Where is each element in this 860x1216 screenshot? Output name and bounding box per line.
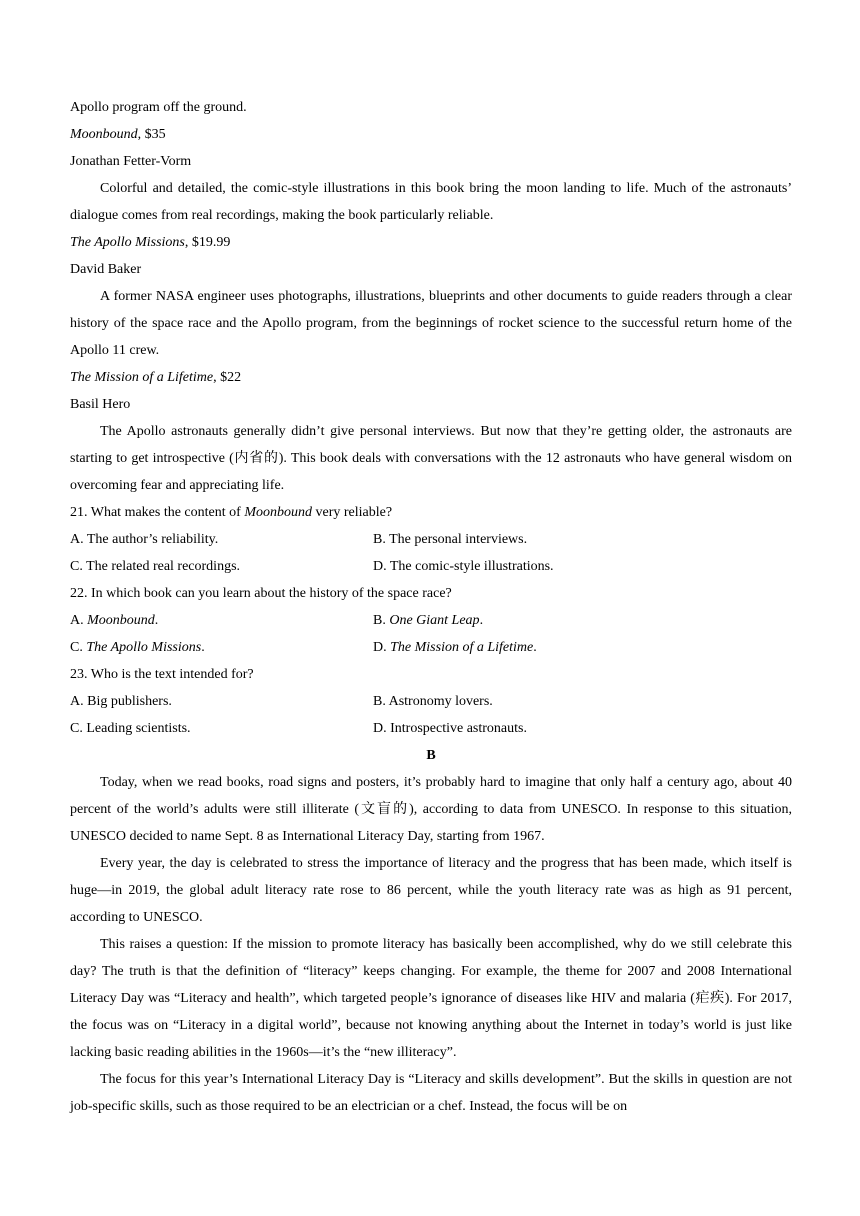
book-title: The Mission of a Lifetime: [70, 370, 214, 385]
opening-line: Apollo program off the ground.: [70, 100, 247, 115]
question-23: 23. Who is the text intended for?: [70, 667, 254, 682]
option-d: D. The Mission of a Lifetime.: [373, 640, 537, 655]
book-title: Moonbound: [70, 127, 138, 142]
options-row: [70, 526, 792, 553]
option-b: B. Astronomy lovers.: [373, 694, 493, 709]
book-title: The Apollo Missions: [70, 235, 185, 250]
document-page: [70, 94, 792, 1120]
book-title-line: [70, 229, 792, 256]
options-row: [70, 607, 792, 634]
book-title-line: [70, 121, 792, 148]
option-d: D. Introspective astronauts.: [373, 721, 527, 736]
option-c: C. The related real recordings.: [70, 559, 241, 574]
question-22: 22. In which book can you learn about the history of the space race?: [70, 586, 452, 601]
book-author: David Baker: [70, 262, 142, 277]
options-row: [70, 688, 792, 715]
passage-paragraph: The focus for this year’s International Literacy Day is “Literacy and skills development”. But the skills in question are not job-specific skills, such as those required to be an electrician or a chef. Instead, the focus will be on: [70, 1072, 792, 1114]
option-a: A. Moonbound.: [70, 613, 159, 628]
passage-paragraph: Every year, the day is celebrated to stress the importance of literacy and the progress that has been made, which itself is huge—in 2019, the global adult literacy rate rose to 86 percent, while the youth literacy rate was as high as 91 percent, according to UNESCO.: [70, 856, 792, 925]
option-a: A. The author’s reliability.: [70, 532, 219, 547]
option-a: A. Big publishers.: [70, 694, 172, 709]
options-row: [70, 553, 792, 580]
book-description: The Apollo astronauts generally didn’t give personal interviews. But now that they’re getting older, the astronauts are starting to get introspective (内省的). This book deals with conversations with the 12 astronauts who have general wisdom on overcoming fear and appreciating life.: [70, 424, 792, 493]
book-description: Colorful and detailed, the comic-style illustrations in this book bring the moon landing to life. Much of the astronauts’ dialogue comes from real recordings, making the book particularly reliable.: [70, 181, 792, 223]
question-21: 21. What makes the content of Moonbound very reliable?: [70, 505, 393, 520]
book-price: , $19.99: [184, 235, 231, 250]
option-c: C. Leading scientists.: [70, 721, 191, 736]
option-d: D. The comic-style illustrations.: [373, 559, 554, 574]
book-title-line: [70, 364, 792, 391]
section-heading: B: [426, 748, 436, 763]
book-author: Basil Hero: [70, 397, 131, 412]
option-c: C. The Apollo Missions.: [70, 640, 205, 655]
book-price: , $22: [213, 370, 242, 385]
options-row: [70, 634, 792, 661]
option-b: B. The personal interviews.: [373, 532, 528, 547]
passage-paragraph: This raises a question: If the mission to promote literacy has basically been accomplished, why do we still celebrate this day? The truth is that the definition of “literacy” keeps changing. For example, the theme for 2007 and 2008 International Literacy Day was “Literacy and health”, which targeted people’s ignorance of diseases like HIV and malaria (疟疾). For 2017, the focus was on “Literacy in a digital world”, because not knowing anything about the Internet in today’s world is just like lacking basic reading abilities in the 1960s—it’s the “new illiteracy”.: [70, 937, 792, 1060]
book-author: Jonathan Fetter-Vorm: [70, 154, 192, 169]
book-description: A former NASA engineer uses photographs, illustrations, blueprints and other documents to guide readers through a clear history of the space race and the Apollo program, from the beginnings of rocket science to the successful return home of the Apollo 11 crew.: [70, 289, 792, 358]
options-row: [70, 715, 792, 742]
option-b: B. One Giant Leap.: [373, 613, 484, 628]
book-price: , $35: [137, 127, 166, 142]
passage-paragraph: Today, when we read books, road signs and posters, it’s probably hard to imagine that only half a century ago, about 40 percent of the world’s adults were still illiterate (文盲的), according to data from UNESCO. In response to this situation, UNESCO decided to name Sept. 8 as International Literacy Day, starting from 1967.: [70, 775, 792, 844]
